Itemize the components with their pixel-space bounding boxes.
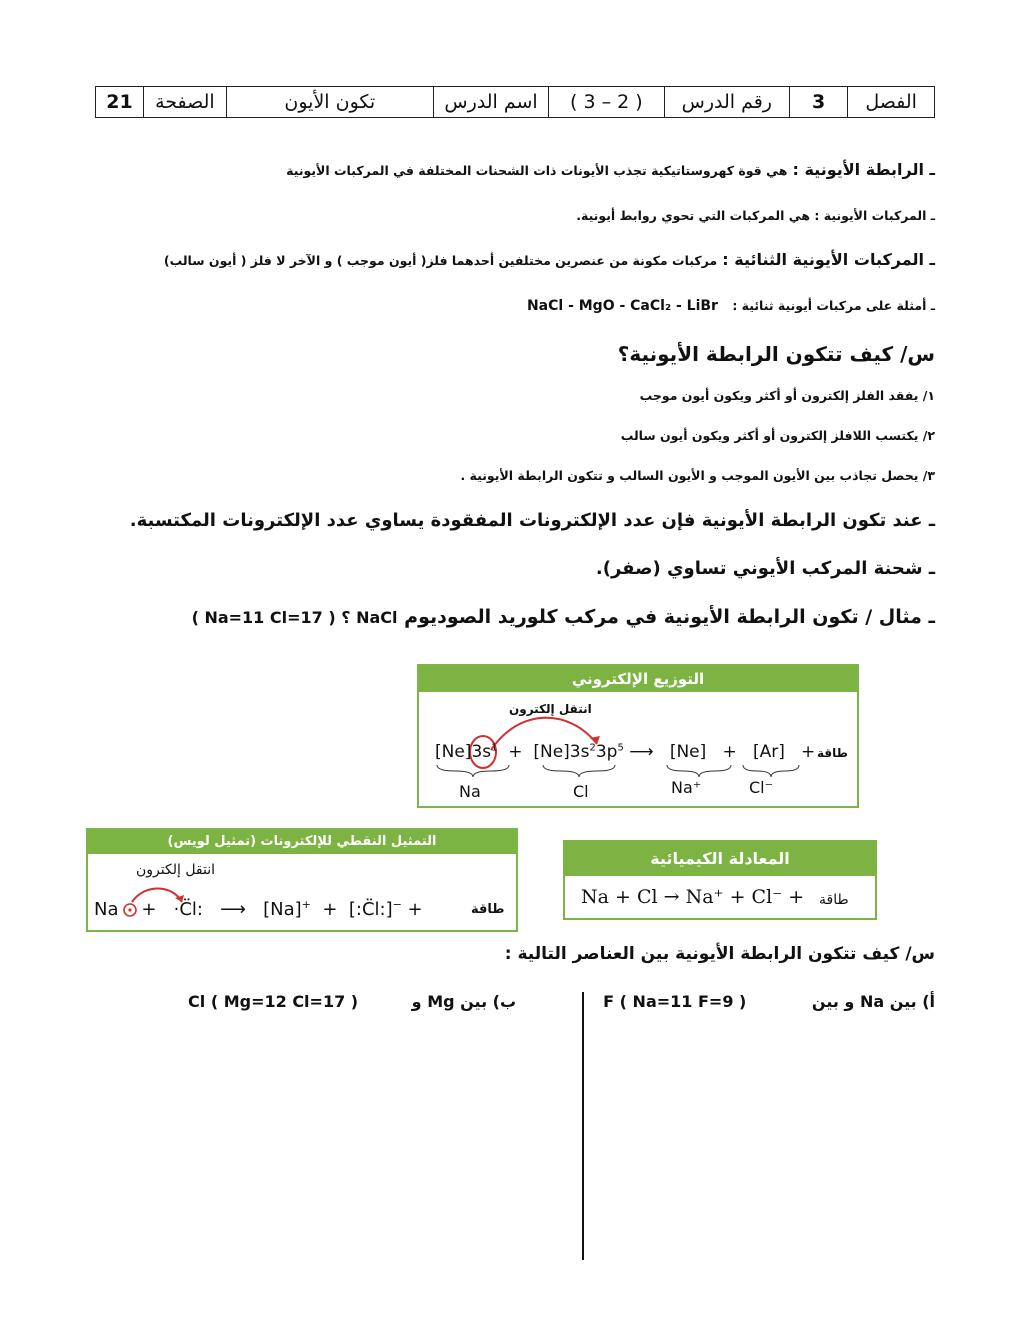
ionic-bond-term: الرابطة الأيونية :	[792, 160, 924, 179]
part-a-text: أ) بين Na و بين F	[603, 992, 935, 1011]
lesson-name-value: تكون الأيون	[226, 87, 433, 118]
examples-formulas: NaCl - MgO - CaCl₂ - LiBr	[526, 298, 718, 314]
part-b-text: ب) بين Mg و Cl	[188, 992, 517, 1011]
lesson-name-label: اسم الدرس	[433, 87, 548, 118]
ionic-bond-text: هي قوة كهروستاتيكية تجذب الأيونات ذات الشحنات المختلفة في المركبات الأيونية	[286, 163, 788, 178]
chemical-equation-title: المعادلة الكيميائية	[565, 842, 875, 876]
examples-label: أمثلة على مركبات أيونية ثنائية :	[732, 298, 927, 313]
rule-charge-text: شحنة المركب الأيوني تساوي (صفر).	[595, 558, 923, 579]
lewis-dot-title: التمثيل النقطي للإلكترونات (تمثيل لويس)	[88, 830, 516, 854]
label-cl: Cl	[573, 782, 589, 801]
page-label: الصفحة	[144, 87, 227, 118]
part-b-numbers: ( Mg=12 Cl=17 )	[210, 992, 359, 1011]
electron-configuration-title: التوزيع الإلكتروني	[419, 666, 857, 692]
step-3: ٣/ يحصل تجاذب بين الأيون الموجب و الأيون السالب و تتكون الرابطة الأيونية .	[460, 468, 935, 483]
chapter-label: الفصل	[848, 87, 935, 118]
step-1: ١/ يفقد الفلز إلكترون أو أكثر ويكون أيون موجب	[639, 388, 935, 403]
ionic-compounds-definition: ـ المركبات الأيونية : هي المركبات التي تحوي روابط أيونية.	[576, 208, 935, 223]
example-nacl-text: مثال / تكون الرابطة الأيونية في مركب كلوريد الصوديوم	[404, 606, 922, 628]
example-nacl: ـ مثال / تكون الرابطة الأيونية في مركب كلوريد الصوديوم NaCl ؟ ( Na=11 Cl=17 )	[191, 606, 935, 628]
electron-configuration-box	[417, 664, 859, 808]
rule-charge: ـ شحنة المركب الأيوني تساوي (صفر).	[595, 558, 935, 579]
page-number: 21	[96, 87, 144, 118]
brace-na	[437, 765, 509, 777]
answer-divider	[582, 992, 584, 1260]
brace-na-ion	[667, 765, 731, 777]
label-na: Na	[459, 782, 481, 801]
binary-compounds-definition: ـ المركبات الأيونية الثنائية : مركبات مكونة من عنصرين مختلفين أحدهما فلز( أيون موجب ) و الآخر لا فلز ( أيون سالب)	[163, 250, 935, 269]
ionic-compounds-text: المركبات الأيونية : هي المركبات التي تحوي روابط أيونية.	[576, 208, 927, 223]
label-cl-ion: Cl⁻	[749, 778, 774, 797]
binary-examples: ـ أمثلة على مركبات أيونية ثنائية : NaCl - MgO - CaCl₂ - LiBr	[526, 298, 935, 314]
rule-electrons: ـ عند تكون الرابطة الأيونية فإن عدد الإلكترونات المفقودة يساوي عدد الإلكترونات المكتسبة.	[129, 510, 935, 531]
lesson-number-label: رقم الدرس	[664, 87, 790, 118]
lewis-energy-label: طاقة	[471, 902, 505, 917]
lewis-transfer-label: انتقل إلكترون	[136, 862, 216, 878]
part-a-numbers: ( Na=11 F=9 )	[619, 992, 747, 1011]
binary-term: المركبات الأيونية الثنائية :	[722, 250, 924, 269]
configuration-equation: $[Ne]3s^1 + [Ne]3s^23p^5$ ⟶ [Ne] + [Ar] +	[435, 742, 816, 762]
lesson-number-value: ( 2 – 3 )	[549, 87, 664, 118]
chemical-equation: Na + Cl → Na⁺ + Cl⁻ +	[581, 886, 805, 908]
question-elements: س/ كيف تتكون الرابطة الأيونية بين العناصر التالية :	[504, 944, 935, 964]
question-how-forms: س/ كيف تتكون الرابطة الأيونية؟	[617, 342, 935, 366]
exercise-part-a	[603, 992, 935, 1011]
lewis-dot-box	[86, 828, 518, 932]
example-nacl-formula: NaCl ؟ ( Na=11 Cl=17 )	[191, 608, 398, 627]
rule-electrons-text: عند تكون الرابطة الأيونية فإن عدد الإلكترونات المفقودة يساوي عدد الإلكترونات المكتسبة.	[129, 510, 923, 531]
transfer-label: انتقل إلكترون	[509, 702, 592, 716]
step-2: ٢/ يكتسب اللافلز إلكترون أو أكثر ويكون أيون سالب	[620, 428, 935, 443]
energy-label: طاقة	[817, 746, 848, 760]
lewis-equation: Na + ·C̈l: ⟶ [Na]+ + [:C̈l:]− +	[94, 898, 423, 920]
binary-text: مركبات مكونة من عنصرين مختلفين أحدهما فلز( أيون موجب ) و الآخر لا فلز ( أيون سالب)	[163, 253, 718, 268]
label-na-ion: Na⁺	[671, 778, 702, 797]
exercise-part-b	[188, 992, 516, 1011]
chapter-value: 3	[790, 87, 848, 118]
brace-cl-ion	[743, 765, 799, 777]
brace-cl	[543, 765, 615, 777]
ionic-bond-definition: ـ الرابطة الأيونية : هي قوة كهروستاتيكية تجذب الأيونات ذات الشحنات المختلفة في المركبات الأيونية	[286, 160, 935, 179]
lesson-header-table	[95, 86, 935, 118]
equation-energy-label: طاقة	[819, 892, 849, 908]
chemical-equation-box	[563, 840, 877, 920]
